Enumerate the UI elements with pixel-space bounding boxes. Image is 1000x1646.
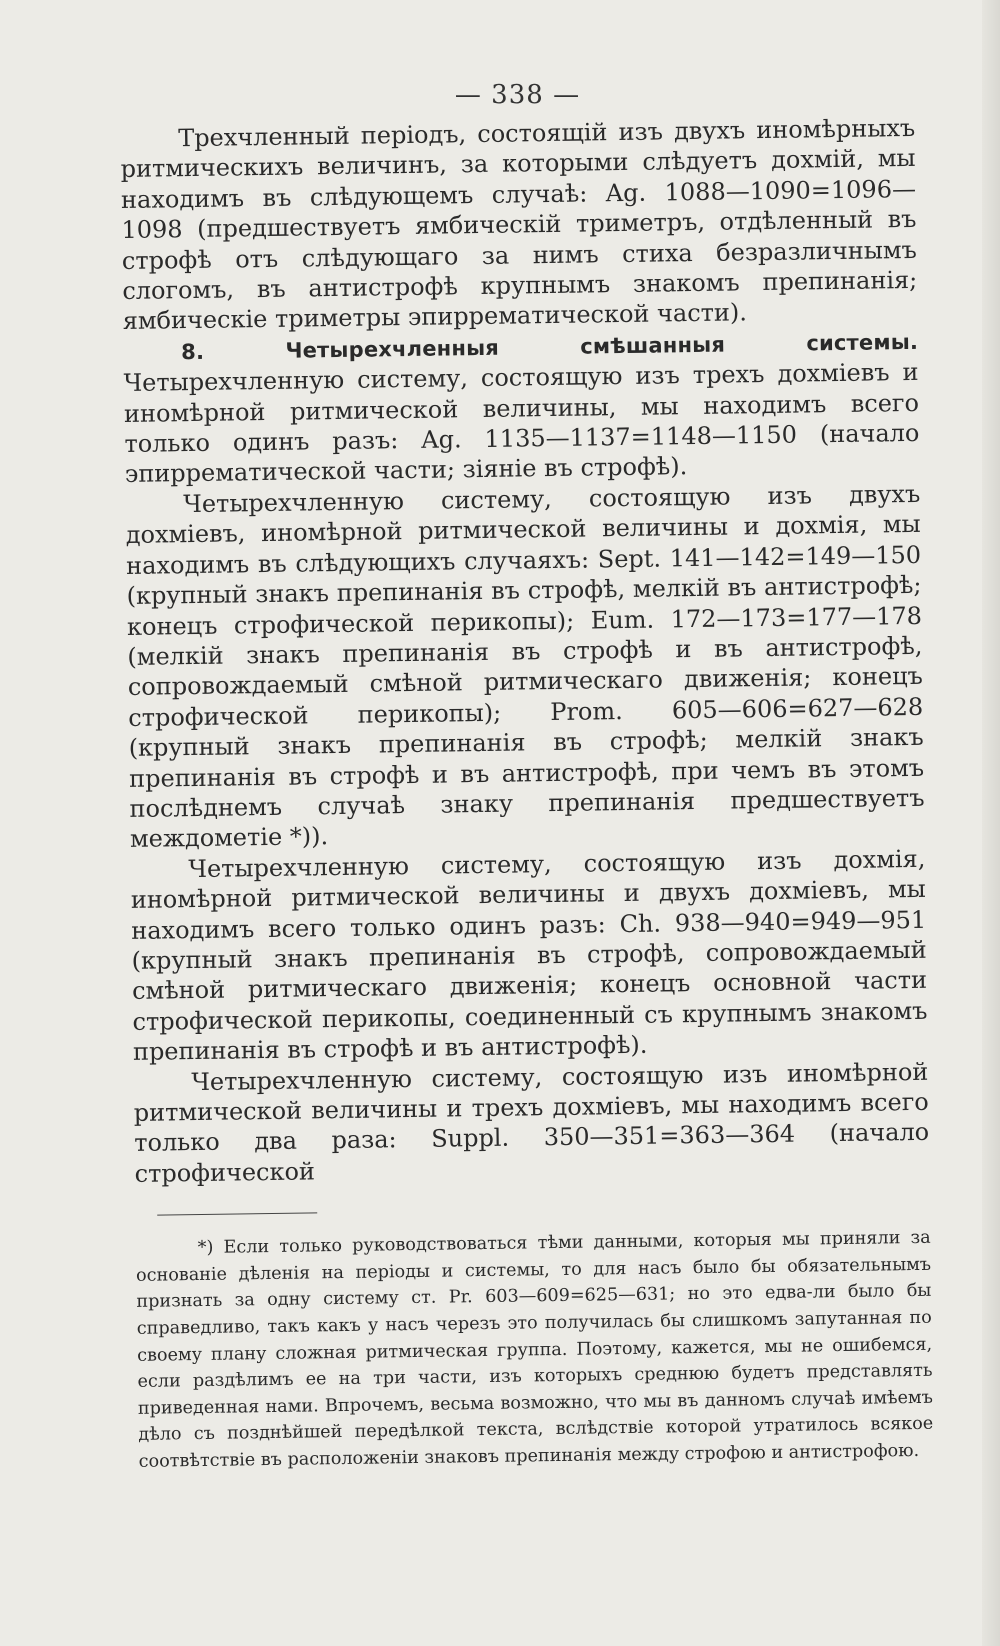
footnote: *) Если только руководствоваться тѣми данными, которыя мы приняли за основаніе дѣленія на періоды и системы, то для насъ было бы обязательнымъ признать за одну систему ст. Pr. 603—609=625—631; но это едва-ли было бы справедливо, такъ какъ у насъ черезъ это получилась бы слишкомъ запутанная по своему плану сложная ритмическая группа. Поэтому, кажется, мы не ошибемся, если раздѣлимъ ее на три части, изъ которыхъ среднюю будетъ представлять приведенная нами. Впрочемъ, весьма возможно, что мы въ данномъ случаѣ имѣемъ дѣло съ позднѣйшей передѣлкой текста, вслѣдствіе которой утратилось всякое соотвѣтствіе въ расположеніи знаковъ препинанія между строфою и антистрофою. bbox=[135, 1228, 934, 1472]
paragraph-5 bbox=[133, 1056, 930, 1189]
paragraph-text: Четырехчленную систему, состоящую изъ трехъ дохміевъ и иномѣрной ритмической величины, мы находимъ всего только одинъ разъ: Ag. 1135—1137=1148—1150 (начало эпирремaтической части; зіяніе въ строфѣ). bbox=[123, 358, 920, 489]
footnote-divider bbox=[157, 1213, 317, 1216]
paragraph-text: Четырехчленную систему, состоящую изъ дохмія, иномѣрной ритмической величины и двухъ дохміевъ, мы находимъ всего только одинъ разъ: Ch. 938—940=949—951 (крупный знакъ препинанія въ строфѣ, сопровождаемый смѣной ритмическаго движенія; конецъ основной части строфической перикопы, соединенный съ крупнымъ знакомъ препинанія въ строфѣ и въ антистрофѣ). bbox=[130, 844, 928, 1067]
paragraph-text: Трехчленный періодъ, состоящій изъ двухъ иномѣрныхъ ритмическихъ величинъ, за которыми слѣдуетъ дохмій, мы находимъ въ слѣдующемъ случаѣ: Ag. 1088—1090=1096—1098 (предшествуетъ ямбическій триметръ, отдѣленный въ строфѣ отъ слѣдующаго за нимъ стиха безразличнымъ слогомъ, въ антистрофѣ крупнымъ знакомъ препинанія; ямбическіе триметры эпиррематической части). bbox=[120, 113, 918, 336]
body-text bbox=[120, 113, 934, 1476]
paragraph-text: Четырехчленную систему, состоящую изъ иномѣрной ритмической величины и трехъ дохміевъ, мы находимъ всего только два раза: Suppl. 350—351=363—364 (начало строфической bbox=[133, 1057, 930, 1188]
page-number: — 338 — bbox=[454, 80, 581, 110]
paragraph-1 bbox=[120, 113, 918, 337]
paragraph-3 bbox=[125, 479, 925, 855]
paragraph-text: Четырехчленную систему, состоящую изъ двухъ дохміевъ, иномѣрной ритмической величины и дохмія, мы находимъ въ слѣдующихъ случаяхъ: Sept. 141—142=149—150 (крупный знакъ препинанія въ строфѣ, мелкій въ антистрофѣ; конецъ строфической перикопы); Eum. 172—173=177—178 (мелкій знакъ препинанія въ строфѣ и въ антистрофѣ, сопровождаемый смѣной ритмическаго движенія; конецъ строфической перикопы); Prom. 605—606=627—628 (крупный знакъ препинанія въ строфѣ; мелкій знакъ препинанія въ строфѣ и въ антистрофѣ, при чемъ въ этомъ послѣднемъ случаѣ знаку препинанія предшествуетъ междометіе *)). bbox=[125, 479, 925, 854]
paragraph-4 bbox=[130, 844, 928, 1068]
paragraph-2 bbox=[123, 326, 920, 490]
document-page bbox=[120, 80, 934, 1476]
section-heading: 8. Четырехчленныя смѣшанныя системы. bbox=[181, 329, 919, 365]
scan-edge bbox=[982, 0, 1000, 1646]
